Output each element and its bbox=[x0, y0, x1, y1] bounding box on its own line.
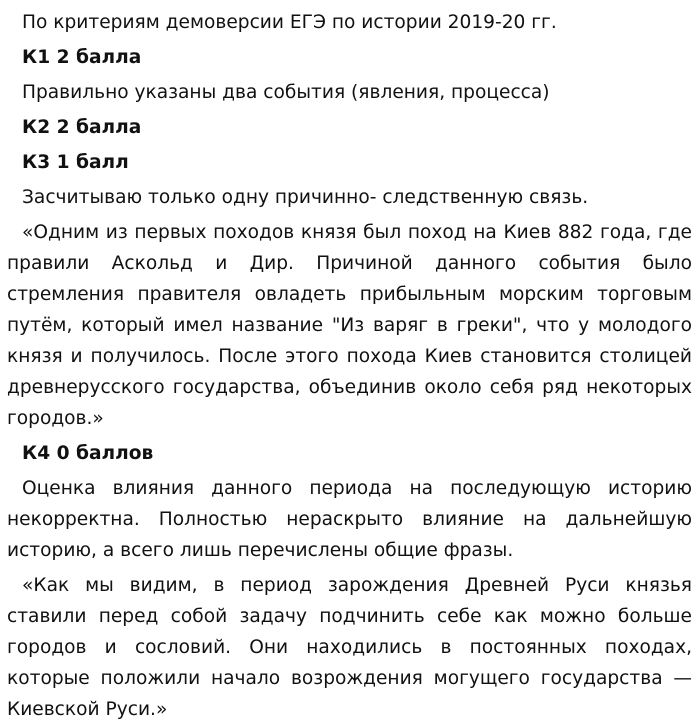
k1-heading: К1 2 балла bbox=[22, 47, 142, 68]
k4-heading: К4 0 баллов bbox=[22, 443, 154, 464]
k4-quote: «Как мы видим, в период зарождения Древней Руси князья ставили перед собой задачу подчинить себе как можно больше городов и сословий. Они находились в постоянных походах, которые положили начало возрождения могущего государства — Киевской Руси.» bbox=[7, 575, 692, 720]
k1-comment: Правильно указаны два события (явления, процесса) bbox=[22, 82, 550, 103]
k3-comment: Засчитываю только одну причинно- следственную связь. bbox=[22, 187, 589, 208]
k3-heading: К3 1 балл bbox=[22, 152, 129, 173]
k4-comment: Оценка влияния данного периода на последующую историю некорректна. Полностью нераскрыто влияние на дальнейшую историю, а всего лишь перечислены общие фразы. bbox=[7, 478, 692, 561]
k2-heading: К2 2 балла bbox=[22, 117, 142, 138]
k3-quote: «Одним из первых походов князя был поход на Киев 882 года, где правили Аскольд и Дир. Причиной данного события было стремления правителя овладеть прибыльным морским торговым путём, который имел название "Из варяг в греки", что у молодого князя и получилось. После этого похода Киев становится столицей древнерусского государства, объединив около себя ряд некоторых городов.» bbox=[7, 222, 692, 429]
intro-text: По критериям демоверсии ЕГЭ по истории 2019-20 гг. bbox=[22, 12, 557, 33]
